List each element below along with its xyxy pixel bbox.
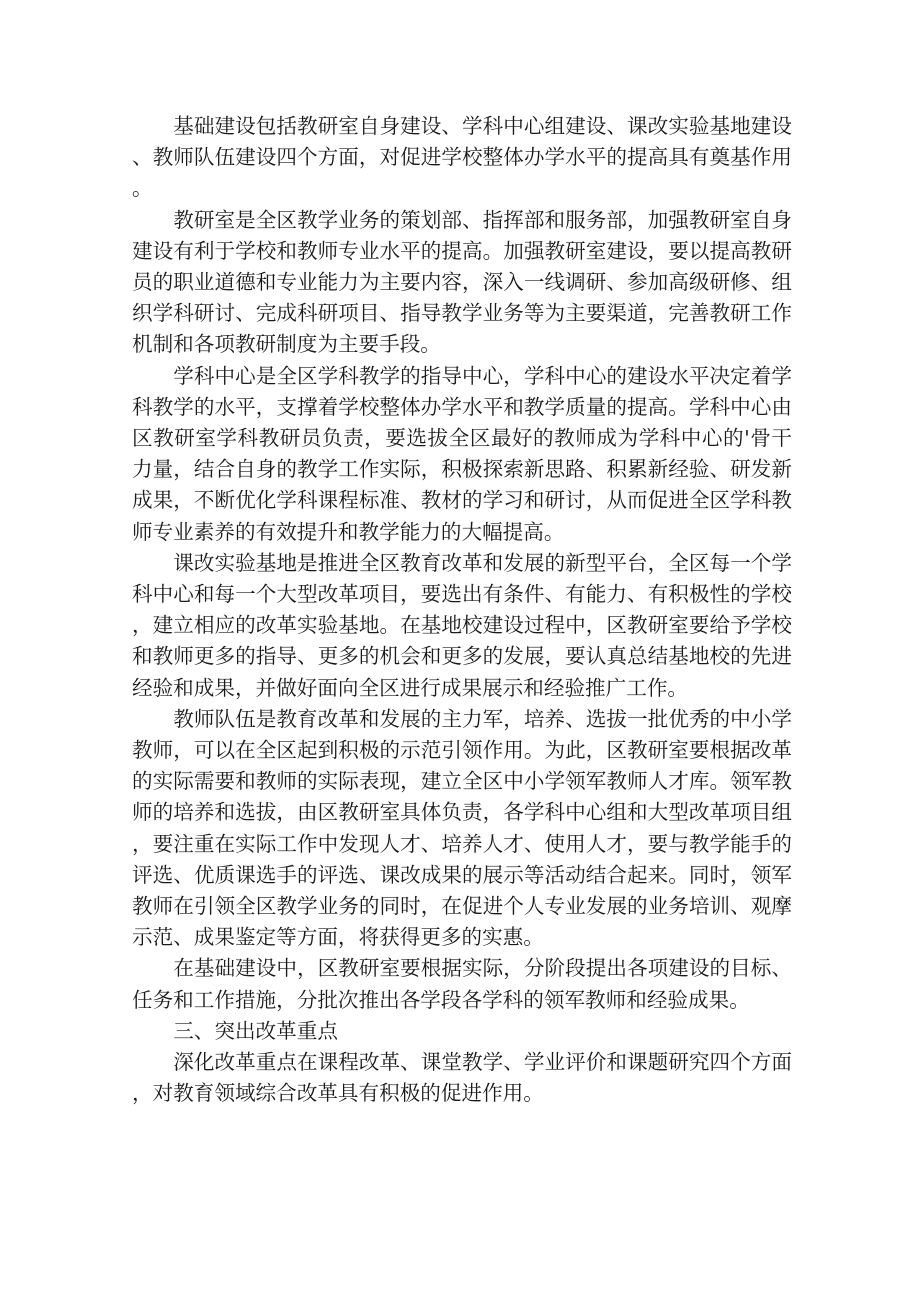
paragraph-teacher-team: 教师队伍是教育改革和发展的主力军，培养、选拔一批优秀的中小学教师，可以在全区起到积极的示范引领作用。为此，区教研室要根据改革的实际需要和教师的实际表现，建立全区中小学领军教师人才库。领军教师的培养和选拔，由区教研室具体负责，各学科中心组和大型改革项目组，要注重在实际工作中发现人才、培养人才、使用人才，要与教学能手的评选、优质课选手的评选、课改成果的展示等活动结合起来。同时，领军教师在引领全区教学业务的同时，在促进个人专业发展的业务培训、观摩示范、成果鉴定等方面，将获得更多的实惠。 bbox=[132, 706, 792, 950]
section-heading-reform-focus: 三、突出改革重点 bbox=[173, 1018, 338, 1043]
paragraph-infrastructure-summary: 在基础建设中，区教研室要根据实际，分阶段提出各项建设的目标、任务和工作措施，分批次推出各学段各学科的领军教师和经验成果。 bbox=[132, 956, 792, 1012]
paragraph-teaching-research-office: 教研室是全区教学业务的策划部、指挥部和服务部，加强教研室自身建设有利于学校和教师专业水平的提高。加强教研室建设，要以提高教研员的职业道德和专业能力为主要内容，深入一线调研、参加高级研修、组织学科研讨、完成科研项目、指导教学业务等为主要渠道，完善教研工作机制和各项教研制度为主要手段。 bbox=[132, 207, 792, 357]
document-body bbox=[132, 111, 792, 1110]
paragraph-subject-center: 学科中心是全区学科教学的指导中心，学科中心的建设水平决定着学科教学的水平，支撑着学校整体办学水平和教学质量的提高。学科中心由区教研室学科教研员负责，要选拔全区最好的教师成为学科中心的'骨干力量，结合自身的教学工作实际，积极探索新思路、积累新经验、研发新成果，不断优化学科课程标准、教材的学习和研讨，从而促进全区学科教师专业素养的有效提升和教学能力的大幅提高。 bbox=[132, 363, 792, 544]
paragraph-reform-focus: 深化改革重点在课程改革、课堂教学、学业评价和课题研究四个方面，对教育领域综合改革具有积极的促进作用。 bbox=[132, 1050, 792, 1106]
paragraph-reform-experimental-base: 课改实验基地是推进全区教育改革和发展的新型平台，全区每一个学科中心和每一个大型改革项目，要选出有条件、有能力、有积极性的学校，建立相应的改革实验基地。在基地校建设过程中，区教研室要给予学校和教师更多的指导、更多的机会和更多的发展，要认真总结基地校的先进经验和成果，并做好面向全区进行成果展示和经验推广工作。 bbox=[132, 550, 792, 700]
paragraph-infrastructure-overview: 基础建设包括教研室自身建设、学科中心组建设、课改实验基地建设、教师队伍建设四个方面，对促进学校整体办学水平的提高具有奠基作用。 bbox=[132, 114, 792, 201]
